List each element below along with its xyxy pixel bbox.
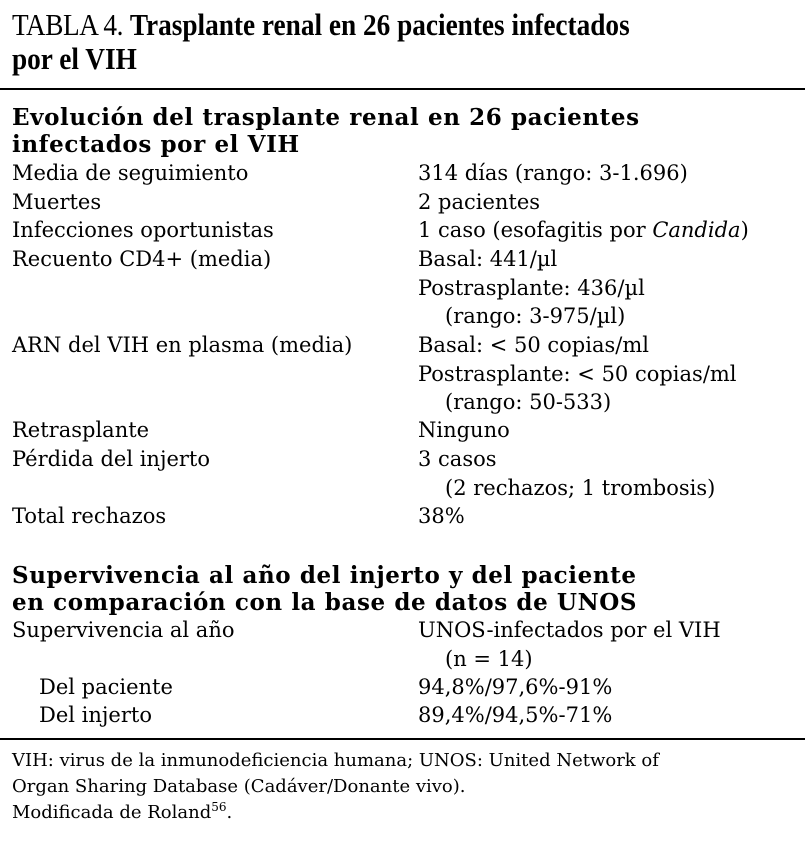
row-value	[418, 245, 645, 331]
table-title-line1	[12, 8, 698, 42]
row-value-line: Basal: < 50 copias/ml	[418, 333, 649, 357]
section2-heading	[12, 562, 637, 616]
row-label: Recuento CD4+ (media)	[12, 247, 272, 271]
table-title-text: Trasplante renal en 26 pacientes infectados	[129, 7, 630, 42]
reference-superscript: 56	[211, 800, 227, 814]
row-value-line: Basal: 441/µl	[418, 247, 558, 271]
row-label: Total rechazos	[12, 504, 167, 528]
table-footnote	[12, 748, 802, 826]
footnote-line	[12, 800, 802, 826]
row-value-line: (2 rechazos; 1 trombosis)	[445, 475, 716, 500]
row-value-line: (n = 14)	[445, 646, 533, 671]
row-value-line: (rango: 3-975/µl)	[445, 304, 626, 329]
row-label: Media de seguimiento	[12, 161, 249, 185]
row-label: Muertes	[12, 190, 102, 214]
row-value	[418, 445, 715, 502]
section1-heading-line1: Evolución del trasplante renal en 26 pacientes	[12, 104, 640, 131]
footnote-text: .	[226, 802, 233, 823]
table-label: TABLA 4.	[12, 7, 124, 42]
row-value: 2 pacientes	[418, 190, 541, 214]
row-value-italic: Candida	[652, 218, 741, 242]
row-label: Pérdida del injerto	[12, 447, 211, 471]
row-label: Del injerto	[39, 703, 152, 727]
footnote-line: VIH: virus de la inmunodeficiencia humana; UNOS: United Network of	[12, 750, 659, 771]
footnote-text: Modificada de Roland	[12, 802, 212, 823]
row-value: 94,8%/97,6%-91%	[418, 675, 613, 699]
row-value-text: 1 caso (esofagitis por	[418, 218, 653, 242]
section1-heading	[12, 104, 640, 158]
bottom-rule	[0, 738, 805, 740]
row-value-line: UNOS-infectados por el VIH	[418, 618, 721, 642]
row-value-line: Postrasplante: 436/µl	[418, 275, 645, 300]
row-value: 314 días (rango: 3-1.696)	[418, 161, 688, 185]
row-value	[418, 331, 737, 417]
section2-heading-line2: en comparación con la base de datos de UNOS	[12, 589, 638, 616]
section2-heading-line1: Supervivencia al año del injerto y del paciente	[12, 562, 637, 589]
row-value-line: 3 casos	[418, 447, 497, 471]
row-value-line: Postrasplante: < 50 copias/ml	[418, 361, 737, 386]
table-title-line2: por el VIH	[12, 41, 137, 76]
row-label: Retrasplante	[12, 418, 150, 442]
row-value: Ninguno	[418, 418, 510, 442]
footnote-line: Organ Sharing Database (Cadáver/Donante vivo).	[12, 776, 466, 797]
row-label: Del paciente	[39, 675, 173, 699]
row-label: ARN del VIH en plasma (media)	[12, 333, 353, 357]
row-value: 38%	[418, 504, 465, 528]
row-value	[418, 216, 749, 245]
top-rule	[0, 88, 805, 90]
row-label: Supervivencia al año	[12, 618, 235, 642]
section1-heading-line2: infectados por el VIH	[12, 131, 300, 158]
row-value	[418, 616, 721, 673]
table-title	[12, 8, 698, 76]
row-value: 89,4%/94,5%-71%	[418, 703, 613, 727]
row-value-line: (rango: 50-533)	[445, 390, 612, 415]
row-value-text: )	[740, 218, 749, 242]
row-label: Infecciones oportunistas	[12, 218, 274, 242]
